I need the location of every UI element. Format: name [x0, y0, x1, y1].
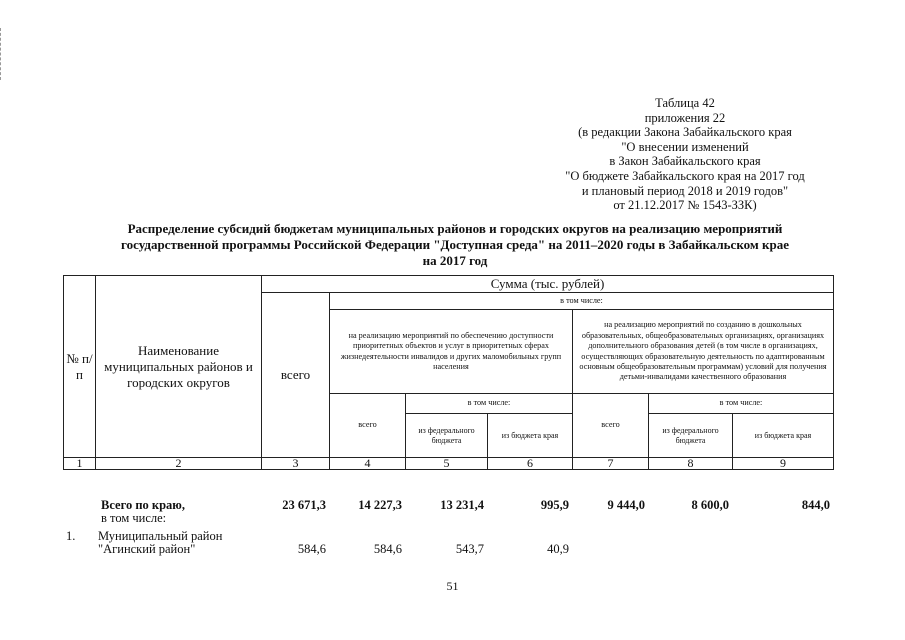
cell-value: 40,9: [547, 542, 569, 556]
header-line: (в редакции Закона Забайкальского края: [578, 125, 792, 140]
row-name: в том числе:: [101, 511, 167, 525]
column-number: 2: [96, 458, 262, 470]
row-number: [63, 512, 95, 525]
group2-including-header: в том числе:: [649, 394, 834, 414]
column-number: 4: [330, 458, 406, 470]
title-line: на 2017 год: [422, 253, 488, 268]
document-title: [70, 221, 840, 269]
cell-value: 584,6: [297, 542, 326, 556]
header-line: Таблица 42: [655, 96, 715, 110]
table-row: [63, 512, 833, 525]
table-row: [63, 525, 833, 543]
header-line: в Закон Забайкальского края: [609, 154, 761, 169]
group1-including-header: в том числе:: [406, 394, 573, 414]
column-number: 1: [64, 458, 96, 470]
header-line: от 21.12.2017 № 1543-ЗЗК): [613, 198, 757, 213]
row-number: [63, 543, 95, 556]
column-number: 7: [573, 458, 649, 470]
column-number: 8: [649, 458, 733, 470]
cell-value: 995,9: [540, 498, 569, 512]
row-number: [63, 499, 95, 512]
cell-value: 13 231,4: [440, 498, 484, 512]
title-line: Распределение субсидий бюджетам муниципальных районов и городских округов на реализацию мероприятий: [127, 221, 783, 236]
total-header: всего: [262, 293, 330, 458]
column-number: 3: [262, 458, 330, 470]
table-row: [63, 499, 833, 512]
group2-total-header: всего: [573, 394, 649, 458]
approval-header: [540, 96, 830, 213]
header-line: "О бюджете Забайкальского края на 2017 год: [565, 168, 805, 183]
group1-total-header: всего: [330, 394, 406, 458]
column-number: 6: [488, 458, 573, 470]
col-number-header: № п/п: [64, 276, 96, 458]
margin-mark: [0, 28, 3, 80]
header-line: "О внесении изменений: [621, 139, 749, 154]
table-row: [63, 543, 833, 556]
page-number: 51: [446, 579, 459, 593]
column-number: 9: [733, 458, 834, 470]
group-education-header: на реализацию мероприятий по созданию в дошкольных образовательных, общеобразовательных организациях, организациях дополнительного образования детей (в том числе в организациях, осуществляющих образовательную деятельность по адаптированным основным общеобразовательным программам) условий для получения детьми-инвалидами качественного образования: [573, 310, 834, 394]
cell-value: 584,6: [373, 542, 402, 556]
row-number: 1.: [66, 529, 76, 543]
cell-value: 8 600,0: [691, 498, 729, 512]
header-line: и плановый период 2018 и 2019 годов": [581, 183, 789, 198]
title-line: государственной программы Российской Федерации "Доступная среда" на 2011–2020 годы в Забайкальском крае: [121, 237, 789, 252]
column-number: 5: [406, 458, 488, 470]
group2-federal-header: из федерального бюджета: [649, 414, 733, 458]
row-name: Муниципальный район: [98, 529, 223, 543]
cell-value: 9 444,0: [607, 498, 645, 512]
header-line: приложения 22: [644, 110, 726, 125]
row-name: Всего по краю,: [101, 498, 185, 512]
cell-value: 23 671,3: [282, 498, 326, 512]
cell-value: 14 227,3: [358, 498, 402, 512]
cell-value: 844,0: [801, 498, 830, 512]
group1-regional-header: из бюджета края: [488, 414, 573, 458]
sum-header: Сумма (тыс. рублей): [262, 276, 834, 293]
subsidy-table-body: [63, 499, 833, 556]
group2-regional-header: из бюджета края: [733, 414, 834, 458]
including-header: в том числе:: [330, 293, 834, 310]
group-accessibility-header: на реализацию мероприятий по обеспечению доступности приоритетных объектов и услуг в приоритетных сферах жизнедеятельности инвалидов и других маломобильных групп населения: [330, 310, 573, 394]
subsidy-table-header: [63, 275, 834, 470]
group1-federal-header: из федерального бюджета: [406, 414, 488, 458]
col-name-header: Наименование муниципальных районов и городских округов: [96, 276, 262, 458]
cell-value: 543,7: [455, 542, 484, 556]
row-name: "Агинский район": [98, 542, 196, 556]
